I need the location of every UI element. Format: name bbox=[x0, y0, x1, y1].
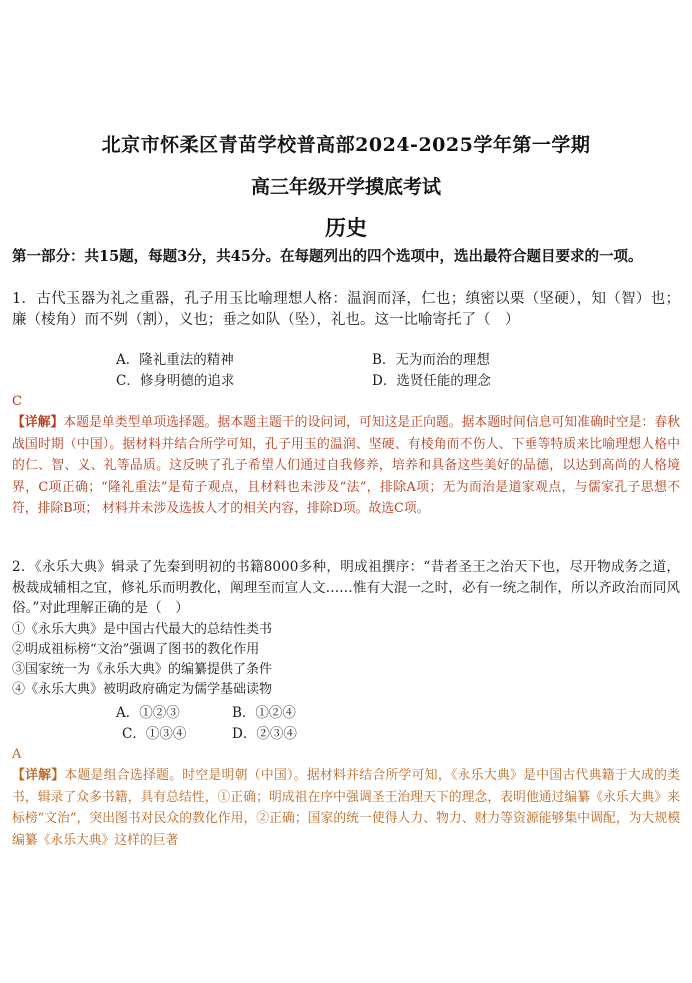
exam-subtitle: 高三年级开学摸底考试 bbox=[250, 176, 441, 198]
explanation-tag: 【详解】 bbox=[12, 768, 65, 783]
part-instructions: 第一部分：共15题，每题3分，共45分。在每题列出的四个选项中，选出最符合题目要求的一项。 bbox=[12, 248, 643, 265]
question-1-option-c: C．修身明德的追求 bbox=[116, 373, 235, 389]
explanation-text: 本题是组合选择题。时空是明朝（中国）。据材料并结合所学可知，《永乐大典》是中国古代典籍于大成的类书，辑录了众多书籍，具有总结性，①正确；明成祖在序中强调圣王治理天下的理念，表明他通过编纂《永乐大典》来标榜“文治”，突出图书对民众的教化作用，②正确；国家的统一使得人力、物力、财力等资源能够集中调配，为大规模编纂《永乐大典》这样的巨著 bbox=[12, 768, 681, 848]
question-1-option-a: A．隆礼重法的精神 bbox=[116, 352, 234, 368]
question-2-statement-4: ④《永乐大典》被明政府确定为儒学基础读物 bbox=[12, 682, 273, 697]
question-2-option-d: D．②③④ bbox=[232, 726, 297, 742]
exam-title: 北京市怀柔区青苗学校普高部2024-2025学年第一学期 bbox=[101, 134, 591, 156]
question-1-stem: 1．古代玉器为礼之重器，孔子用玉比喻理想人格：温润而泽，仁也；缜密以栗（坚硬），知（智）也；廉（棱角）而不刿（割），义也；垂之如队（坠），礼也。这一比喻寄托了（ ） bbox=[12, 291, 680, 328]
question-2-answer: A bbox=[12, 747, 22, 762]
question-2-stem: 2．《永乐大典》辑录了先秦到明初的书籍8000多种，明成祖撰序：“昔者圣王之治天下也，尽开物成务之道，极裁成辅相之宜，修礼乐而明教化，阐理至而宣人文……惟有大混一之时，必有一统之制作，所以齐政治而同风俗。”对此理解正确的是（ ） bbox=[12, 559, 680, 616]
question-2-statement-1: ①《永乐大典》是中国古代最大的总结性类书 bbox=[12, 622, 273, 637]
question-2-option-c: C．①③④ bbox=[122, 726, 187, 742]
question-2-statement-2: ②明成祖标榜“文治”强调了图书的教化作用 bbox=[12, 642, 260, 657]
question-1-option-d: D．选贤任能的理念 bbox=[372, 373, 491, 389]
question-1-option-b: B．无为而治的理想 bbox=[372, 352, 490, 368]
question-2-option-b: B．①②④ bbox=[232, 705, 296, 721]
question-1-answer: C bbox=[12, 394, 22, 409]
question-1-explanation bbox=[12, 412, 680, 520]
exam-subject: 历史 bbox=[325, 215, 367, 240]
question-2-statement-3: ③国家统一为《永乐大典》的编纂提供了条件 bbox=[12, 662, 273, 677]
explanation-tag: 【详解】 bbox=[12, 415, 64, 430]
question-2-explanation bbox=[12, 765, 680, 851]
explanation-text: 本题是单类型单项选择题。据本题主题干的设问词，可知这是正向题。据本题时间信息可知准确时空是：春秋战国时期（中国）。据材料并结合所学可知，孔子用玉的温润、坚硬、有棱角而不伤人、下垂等特质来比喻理想人格中的仁、智、义、礼等品质。这反映了孔子希望人们通过自我修养，培养和具备这些美好的品德，以达到高尚的人格境界，C项正确；“隆礼重法”是荀子观点，且材料也未涉及“法”，排除A项；无为而治是道家观点，与儒家孔子思想不符，排除B项； 材料并未涉及选拔人才的相关内容，排除D项。故选C项。 bbox=[12, 415, 681, 516]
question-2-option-a: A．①②③ bbox=[116, 705, 180, 721]
